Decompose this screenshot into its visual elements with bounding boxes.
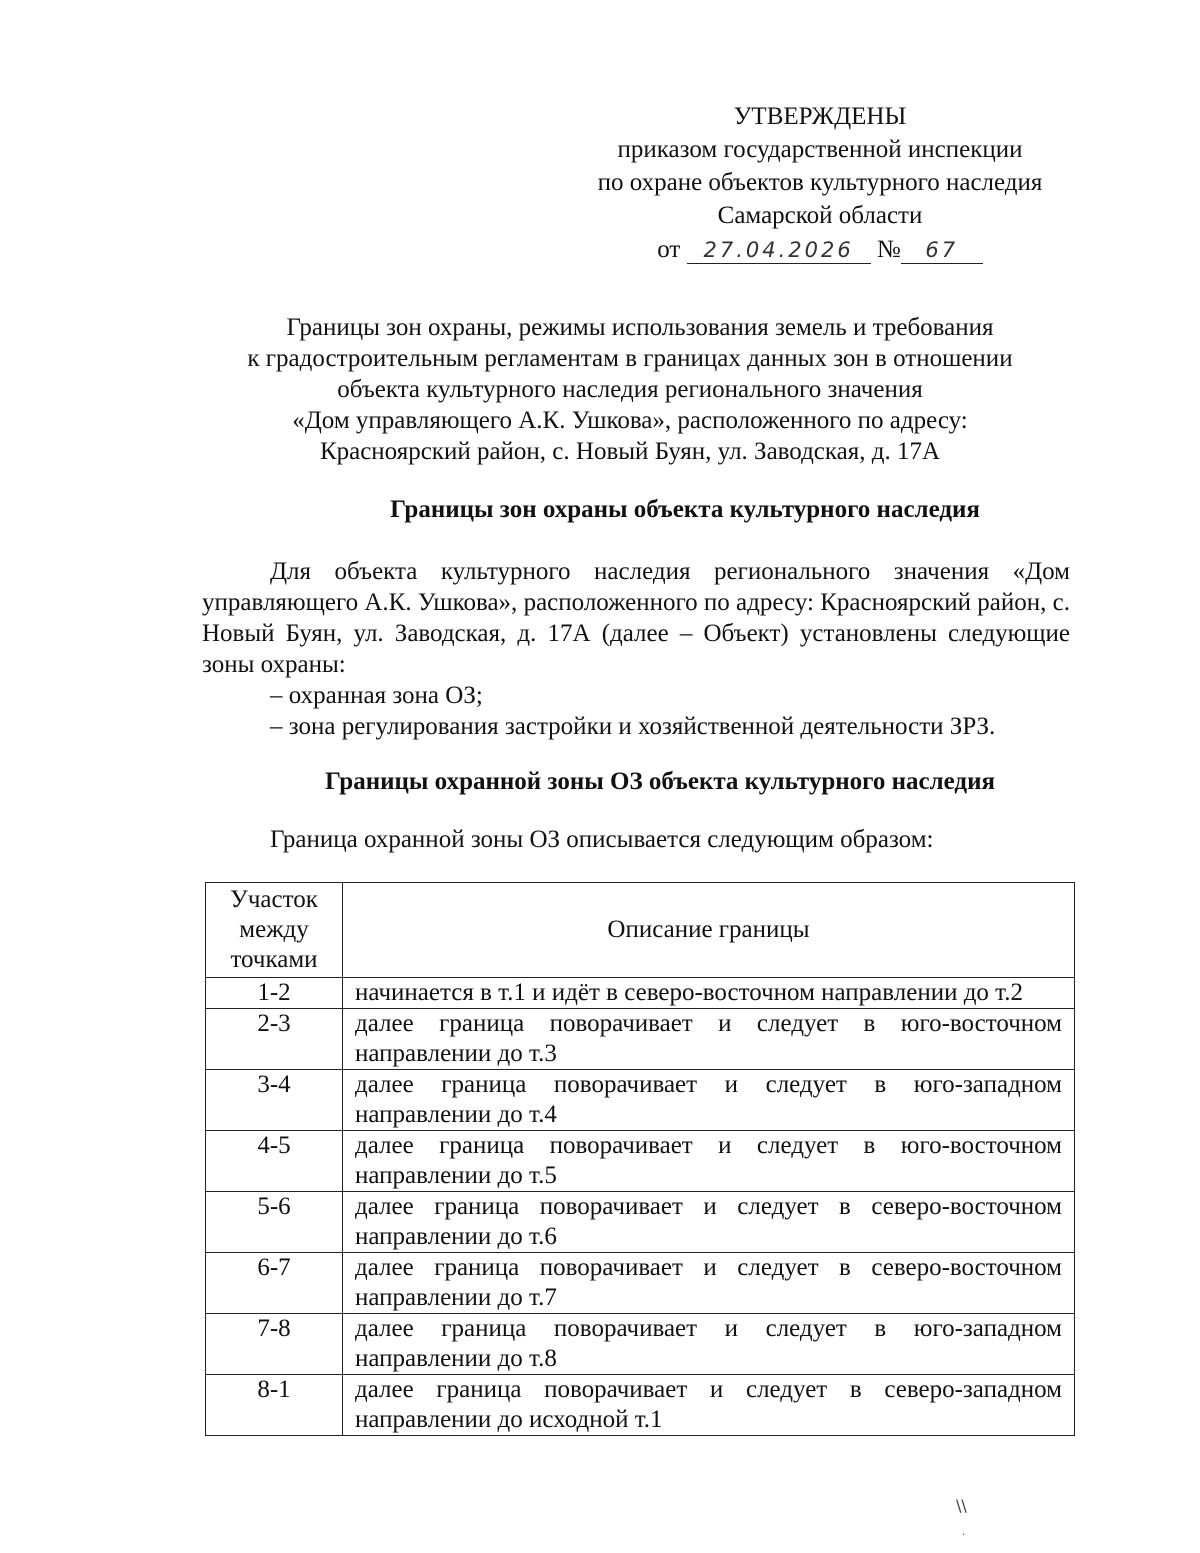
description-cell: далее граница поворачивает и следует в северо-западном направлении до исходной т.1 [343,1375,1075,1436]
segment-cell: 7-8 [206,1314,343,1375]
description-cell: далее граница поворачивает и следует в северо-восточном направлении до т.7 [343,1253,1075,1314]
scan-dot: · [962,1530,966,1541]
table-row [206,1192,1075,1253]
approval-title: УТВЕРЖДЕНЫ [733,103,907,130]
intro-line-5: Красноярский район, с. Новый Буян, ул. Заводская, д. 17А [319,438,941,465]
zone-item-zrz: – зона регулирования застройки и хозяйственной деятельности ЗРЗ. [270,713,996,740]
description-cell: далее граница поворачивает и следует в юго-восточном направлении до т.3 [343,1009,1075,1070]
segment-cell: 5-6 [206,1192,343,1253]
body-paragraph: Для объекта культурного наследия регионального значения «Дом управляющего А.К. Ушкова», расположенного по адресу: Красноярский район, с. Новый Буян, ул. Заводская, д. 17А (далее – Объект) установлены следующие зоны охраны: [202,558,1070,678]
description-cell: далее граница поворачивает и следует в северо-восточном направлении до т.6 [343,1192,1075,1253]
table-lead-text: Граница охранной зоны ОЗ описывается следующим образом: [270,826,934,853]
description-cell: далее граница поворачивает и следует в юго-западном направлении до т.4 [343,1070,1075,1131]
boundary-table [205,882,1075,1436]
description-cell: начинается в т.1 и идёт в северо-восточном направлении до т.2 [343,978,1075,1009]
table-row [206,1131,1075,1192]
section-1-title: Границы зон охраны объекта культурного наследия [390,496,980,523]
date-prefix: от [657,236,681,263]
table-row [206,1314,1075,1375]
segment-cell: 2-3 [206,1009,343,1070]
intro-line-2: к градостроительным регламентам в границах данных зон в отношении [247,345,1013,372]
segment-cell: 3-4 [206,1070,343,1131]
intro-line-4: «Дом управляющего А.К. Ушкова», расположенного по адресу: [292,407,968,434]
table-row [206,1070,1075,1131]
segment-cell: 8-1 [206,1375,343,1436]
description-cell: далее граница поворачивает и следует в юго-восточном направлении до т.5 [343,1131,1075,1192]
approval-date-number-line [560,233,1080,266]
scan-mark: \\ [956,1496,967,1515]
header-segment: Участок между точками [206,883,343,978]
segment-cell: 1-2 [206,978,343,1009]
approval-block [560,100,1080,266]
approval-line-3: Самарской области [717,202,923,229]
table-header-row [206,883,1075,978]
approval-line-1: приказом государственной инспекции [617,136,1023,163]
header-description: Описание границы [343,883,1075,978]
table-row [206,1253,1075,1314]
handwritten-number: 67 [901,237,983,264]
table-row [206,1009,1075,1070]
number-prefix: № [876,236,901,263]
zone-item-oz: – охранная зона ОЗ; [270,682,483,709]
approval-line-2: по охране объектов культурного наследия [597,169,1043,196]
intro-line-1: Границы зон охраны, режимы использования земель и требования [286,314,994,341]
segment-cell: 6-7 [206,1253,343,1314]
table-row [206,978,1075,1009]
description-cell: далее граница поворачивает и следует в юго-западном направлении до т.8 [343,1314,1075,1375]
segment-cell: 4-5 [206,1131,343,1192]
table-row [206,1375,1075,1436]
intro-line-3: объекта культурного наследия регионального значения [337,376,923,403]
handwritten-date: 27.04.2026 [687,237,871,264]
document-title [190,312,1070,467]
section-2-title: Границы охранной зоны ОЗ объекта культурного наследия [324,768,996,795]
